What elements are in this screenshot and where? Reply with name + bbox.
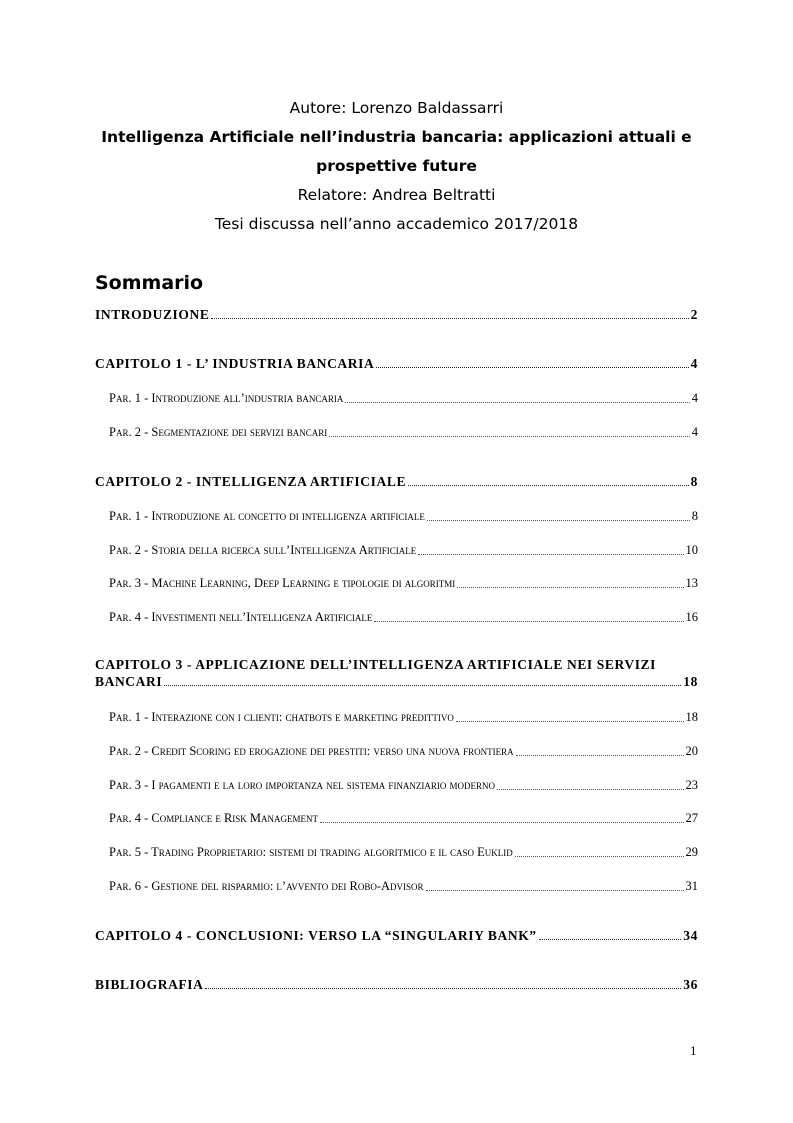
author-line: Autore: Lorenzo Baldassarri [289, 99, 504, 117]
toc-entry-label: CAPITOLO 4 - CONCLUSIONI: VERSO LA “SINGULARIY BANK” [95, 928, 537, 943]
toc-entry-cap1-par1[interactable] [109, 387, 698, 407]
toc-entry-page: 4 [691, 425, 698, 439]
toc-entry-label: Par. 2 - Segmentazione dei servizi bancari [109, 425, 328, 439]
toc-entry-page: 18 [683, 674, 698, 689]
toc-entry-cap2-par2[interactable] [109, 539, 698, 559]
toc-entry-page: 8 [690, 474, 698, 489]
toc-entry-label: CAPITOLO 1 - L’ INDUSTRIA BANCARIA [95, 356, 375, 371]
toc-entry-page: 29 [685, 845, 698, 859]
toc-entry-label: Par. 3 - Machine Learning, Deep Learning e tipologie di algoritmi [109, 576, 456, 590]
toc-entry-page: 2 [690, 307, 698, 322]
dot-leader [374, 621, 683, 622]
dot-leader [376, 367, 688, 368]
dot-leader [408, 485, 689, 486]
page-number: 1 [690, 1043, 697, 1058]
toc-entry-label: Par. 4 - Investimenti nell’Intelligenza Artificiale [109, 610, 373, 624]
dot-leader [320, 822, 683, 823]
dot-leader [456, 721, 684, 722]
toc-entry-cap2-par4[interactable] [109, 606, 698, 626]
toc-entry-capitolo-4[interactable] [95, 924, 698, 944]
toc-entry-label: Par. 1 - Interazione con i clienti: chatbots e marketing predittivo [109, 710, 454, 724]
toc-entry-cap2-par3[interactable] [109, 572, 698, 592]
dot-leader [539, 939, 682, 940]
toc-entry-label: Par. 3 - I pagamenti e la loro importanza nel sistema finanziario moderno [109, 778, 496, 792]
dot-leader [515, 856, 684, 857]
toc-entry-page: 20 [685, 744, 698, 758]
toc-heading: Sommario [95, 272, 204, 294]
toc-entry-page: 27 [685, 811, 698, 825]
thesis-title-line-2: prospettive future [316, 157, 477, 175]
document-header [0, 94, 793, 239]
toc-entry-label-line-1: CAPITOLO 3 - APPLICAZIONE DELL’INTELLIGENZA ARTIFICIALE NEI SERVIZI [95, 657, 657, 672]
toc-entry-cap3-par2[interactable] [109, 740, 698, 760]
toc-entry-capitolo-1[interactable] [95, 352, 698, 372]
toc-entry-page: 8 [691, 509, 698, 523]
toc-entry-label: Par. 6 - Gestione del risparmio: l’avvento dei Robo-Advisor [109, 879, 424, 893]
dot-leader [516, 755, 684, 756]
toc-entry-capitolo-3[interactable] [95, 656, 698, 692]
thesis-title-line-1: Intelligenza Artificiale nell’industria bancaria: applicazioni attuali e [101, 128, 692, 146]
dot-leader [164, 685, 681, 686]
toc-entry-bibliografia[interactable] [95, 973, 698, 993]
toc-entry-page: 13 [685, 576, 698, 590]
dot-leader [205, 988, 681, 989]
toc-entry-page: 4 [691, 391, 698, 405]
toc-entry-cap3-par1[interactable] [109, 706, 698, 726]
toc-entry-label: Par. 1 - Introduzione all’industria bancaria [109, 391, 344, 405]
dot-leader [345, 402, 689, 403]
toc-entry-label: Par. 2 - Credit Scoring ed erogazione dei prestiti: verso una nuova frontiera [109, 744, 514, 758]
toc-entry-cap2-par1[interactable] [109, 505, 698, 525]
toc-entry-page: 34 [683, 928, 698, 943]
academic-year-line: Tesi discussa nell’anno accademico 2017/2018 [214, 215, 579, 233]
toc-entry-label: BIBLIOGRAFIA [95, 977, 204, 992]
toc-entry-label: CAPITOLO 2 - INTELLIGENZA ARTIFICIALE [95, 474, 407, 489]
toc-entry-cap3-par5[interactable] [109, 841, 698, 861]
toc-entry-page: 10 [685, 543, 698, 557]
dot-leader [427, 520, 690, 521]
toc-entry-page: 18 [685, 710, 698, 724]
dot-leader [497, 789, 683, 790]
toc-entry-label: Par. 1 - Introduzione al concetto di intelligenza artificiale [109, 509, 425, 523]
toc-entry-page: 36 [683, 977, 698, 992]
toc-entry-cap3-par4[interactable] [109, 807, 698, 827]
toc-entry-cap1-par2[interactable] [109, 421, 698, 441]
toc-entry-cap3-par6[interactable] [109, 875, 698, 895]
dot-leader [426, 890, 684, 891]
dot-leader [329, 436, 690, 437]
toc-entry-page: 16 [685, 610, 698, 624]
toc-entry-page: 4 [690, 356, 698, 371]
toc-entry-label: INTRODUZIONE [95, 307, 210, 322]
toc-entry-label: Par. 2 - Storia della ricerca sull’Intelligenza Artificiale [109, 543, 417, 557]
toc-entry-page: 23 [685, 778, 698, 792]
toc-entry-introduzione[interactable] [95, 303, 698, 323]
toc-entry-label-line-2: BANCARI [95, 674, 163, 689]
dot-leader [418, 554, 683, 555]
toc-entry-capitolo-2[interactable] [95, 470, 698, 490]
toc-entry-page: 31 [685, 879, 698, 893]
dot-leader [457, 587, 683, 588]
advisor-line: Relatore: Andrea Beltratti [297, 186, 496, 204]
toc-entry-cap3-par3[interactable] [109, 774, 698, 794]
toc-entry-label: Par. 4 - Compliance e Risk Management [109, 811, 319, 825]
dot-leader [211, 318, 688, 319]
toc-entry-label: Par. 5 - Trading Proprietario: sistemi di trading algoritmico e il caso Euklid [109, 845, 513, 859]
